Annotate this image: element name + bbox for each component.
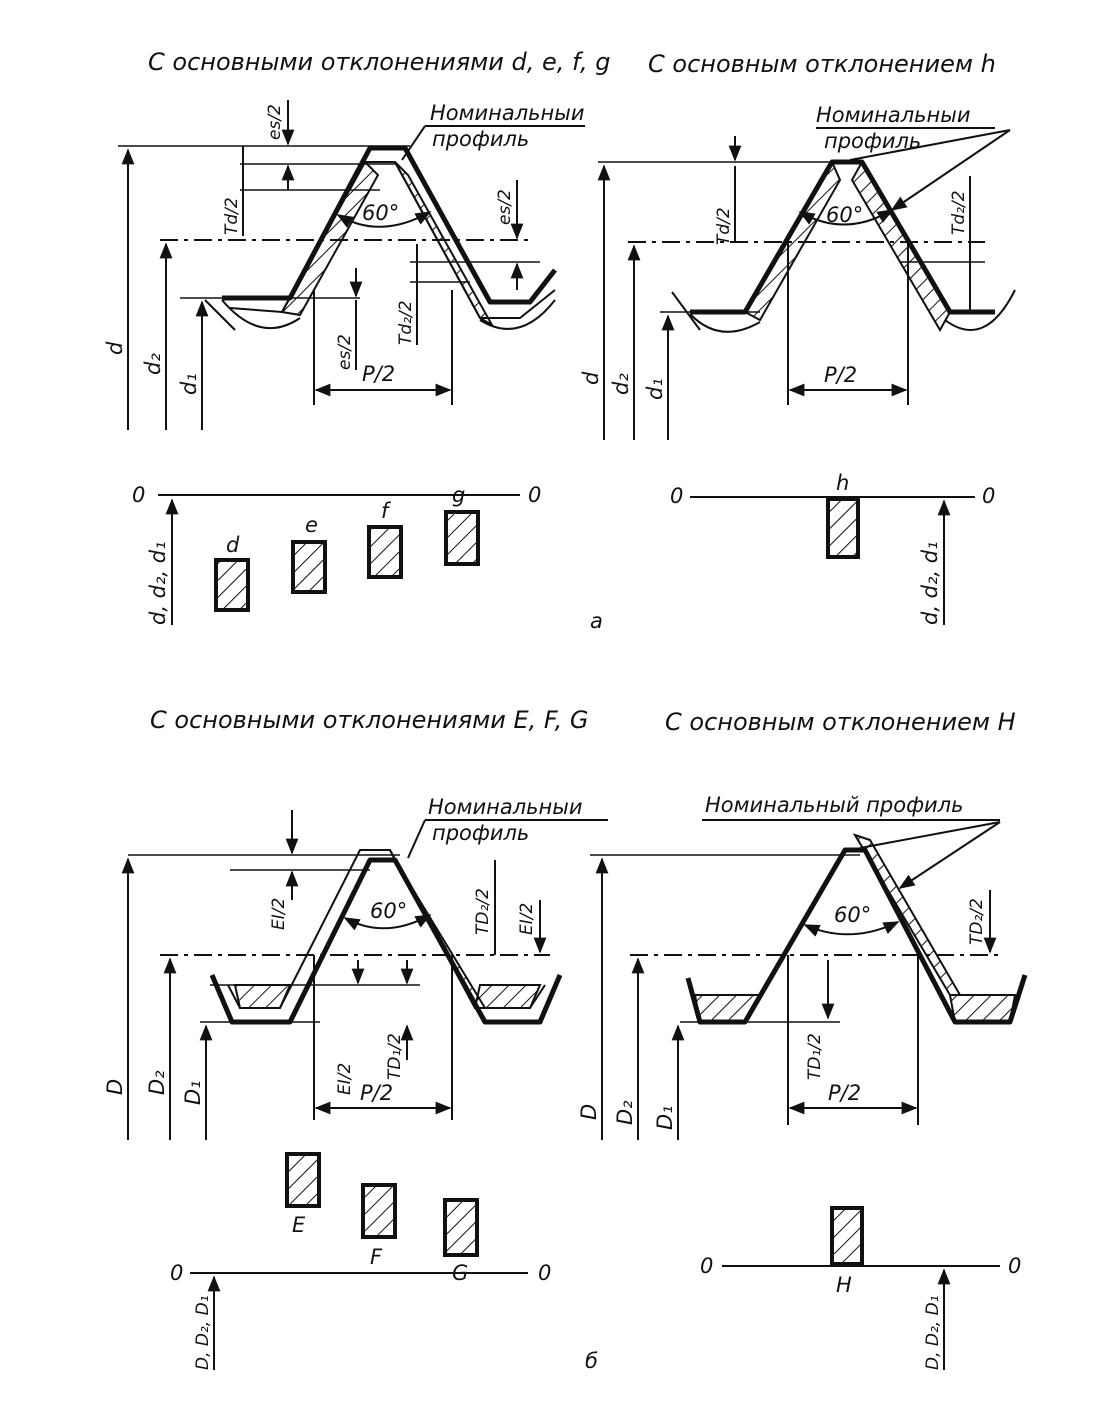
axis-label-a: d, d₂, d₁ [146,541,170,625]
label-D1-r: D₁ [653,1105,677,1130]
label-es-right: es/2 [495,189,515,225]
label-es-top: es/2 [265,104,285,140]
root-tick [205,300,235,330]
label-pitch: P/2 [362,362,396,386]
field-E [287,1154,319,1206]
field-e [293,542,325,592]
label-td-r: Td/2 [714,207,734,245]
label-D2: D₂ [145,1070,169,1095]
label-td: Td/2 [222,197,242,235]
field-G [445,1200,477,1255]
label-ei-top: EI/2 [269,897,289,930]
hatch-root-b [235,985,290,1008]
hatch-root-br [695,995,760,1022]
nominal-label-b-right: Номинальный профиль [705,793,964,817]
axis-label-b: D, D₂, D₁ [193,1295,213,1370]
field-label-H: H [836,1273,852,1297]
zero-right-r: 0 [982,484,996,508]
zero-right-br: 0 [1008,1254,1022,1278]
field-label-f: f [381,499,389,523]
panel-a-left [103,48,611,625]
panel-b-left [103,706,608,1370]
label-td2-br: TD₂/2 [967,898,987,945]
hatch-left-flank [282,162,378,315]
zero-left-r: 0 [670,484,684,508]
label-td2: Td₂/2 [396,300,416,345]
panel-a-right [579,50,1015,633]
axis-label-b-r: D, D₂, D₁ [923,1295,943,1370]
label-d-r: d [579,371,603,385]
nominal-leader-b [408,820,425,858]
field-label-E: E [292,1213,306,1237]
panel-letter-a: a [590,609,603,633]
field-f [369,527,401,577]
axis-label-a-r: d, d₂, d₁ [918,541,942,625]
nominal-label-a-right-1: Номинальныи [816,103,971,127]
nominal-label-a-right-2: профиль [824,129,922,153]
nominal-label-a-left-2: профиль [432,127,530,151]
label-ei-right: EI/2 [517,902,537,935]
label-D1: D₁ [181,1080,205,1105]
label-td2-r: Td₂/2 [949,190,969,235]
field-label-F: F [370,1245,383,1269]
field-label-g: g [452,483,466,507]
title-b-left: С основными отклонениями E, F, G [150,706,589,734]
label-d: d [103,341,127,355]
label-d2-r: d₂ [609,373,633,395]
field-label-G: G [452,1261,469,1285]
label-d1: d₁ [177,373,201,395]
label-pitch-b: P/2 [360,1081,394,1105]
label-td1-br: TD₁/2 [805,1033,825,1080]
hatch-root-b2 [475,985,540,1008]
zero-left: 0 [132,483,146,507]
label-td1-b: TD₁/2 [385,1033,405,1080]
label-D: D [103,1078,127,1095]
field-d [216,560,248,610]
label-pitch-r: P/2 [824,363,858,387]
angle-label-b: 60° [370,899,408,923]
nominal-label-a-left-1: Номинальныи [430,101,585,125]
hatch-right-r [852,162,950,330]
label-ei-low: EI/2 [335,1062,355,1095]
label-D2-r: D₂ [613,1100,637,1125]
field-label-h: h [836,471,850,495]
panel-letter-b: б [585,1349,598,1373]
label-d1-r: d₁ [643,378,667,400]
nominal-label-b-left-2: профиль [432,821,530,845]
title-a-right: С основным отклонением h [648,50,996,78]
angle-label-r: 60° [826,203,864,227]
field-H [832,1208,862,1264]
label-td2-b: TD₂/2 [473,888,493,935]
zero-left-br: 0 [700,1254,714,1278]
nominal-leader [402,126,425,160]
label-es-low: es/2 [335,334,355,370]
zero-right-b: 0 [538,1261,552,1285]
field-F [363,1185,395,1237]
angle-label: 60° [362,201,400,225]
zero-left-b: 0 [170,1261,184,1285]
panel-b-right [577,708,1025,1373]
zero-right: 0 [528,483,542,507]
field-label-d: d [226,533,240,557]
label-pitch-br: P/2 [828,1081,862,1105]
angle-label-br: 60° [834,903,872,927]
title-a-left: С основными отклонениями d, e, f, g [148,48,611,76]
nominal-label-b-left-1: Номинальныи [428,795,583,819]
label-D-r: D [577,1103,601,1120]
hatch-root-br2 [950,995,1015,1022]
label-d2: d₂ [141,353,165,375]
field-h [828,499,858,557]
field-label-e: e [305,513,318,537]
field-g [446,512,478,564]
title-b-right: С основным отклонением H [665,708,1016,736]
